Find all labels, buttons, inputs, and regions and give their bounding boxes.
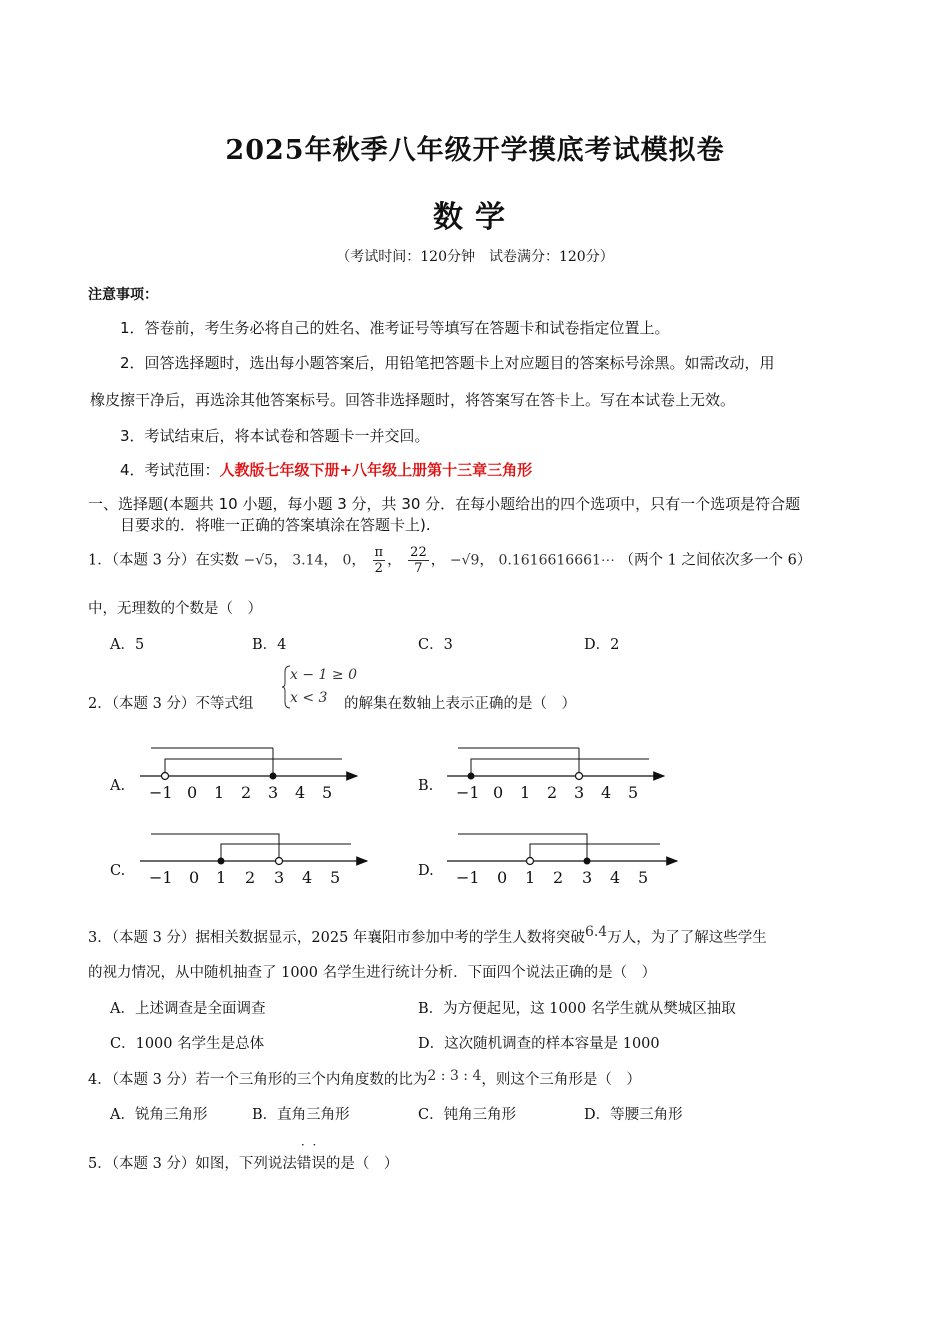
q4-option-a: A．锐角三角形	[110, 1107, 208, 1123]
notice-item-2a: 2．回答选择题时，选出每小题答案后，用铅笔把答题卡上对应题目的答案标号涂黑。如需改动，用	[120, 354, 775, 372]
q1-neg-sqrt5: −√5	[243, 552, 274, 569]
q4-option-d: D．等腰三角形	[584, 1107, 683, 1123]
q4-suffix: ，则这个三角形是（ ）	[481, 1072, 641, 1088]
q3-option-b: B．为方便起见，这 1000 名学生就从樊城区抽取	[418, 1001, 736, 1017]
q4-ratio: 2 : 3 : 4	[427, 1068, 482, 1084]
tick-label: 1	[216, 868, 227, 887]
tick-label: 2	[241, 783, 252, 802]
q1-option-d: D．2	[584, 637, 620, 653]
tick-label: −1	[149, 868, 173, 887]
tick-label: 3	[574, 783, 585, 802]
tick-label: 5	[322, 783, 333, 802]
q5-suffix: 的是（ ）	[325, 1156, 399, 1172]
open-dot	[527, 858, 534, 865]
q4-option-c: C．钝角三角形	[418, 1107, 517, 1123]
closed-dot	[584, 858, 591, 865]
q3-text-b: 万人，为了了解这些学生	[607, 930, 767, 946]
tick-label: 4	[601, 783, 612, 802]
tick-label: 1	[214, 783, 225, 802]
tick-label: 0	[189, 868, 200, 887]
question-4	[88, 1068, 641, 1089]
q2-ineq-2: x < 3	[290, 690, 328, 706]
exam-scope: 人教版七年级下册+八年级上册第十三章三角形	[219, 461, 533, 479]
open-dot	[576, 773, 583, 780]
tick-label: 4	[295, 783, 306, 802]
question-1: 1．（本题 3 分）在实数 −√5， 3.14， 0， $\frac{\pi}{2}$ ， $\frac{22}{7}$ ， −√9， 0.1616616661⋯ （两个 1 之间依次多一个 6）	[88, 545, 812, 576]
question-3-line-1	[88, 926, 767, 947]
q2-option-a: A.	[110, 778, 126, 794]
q1-option-c: C．3	[418, 637, 453, 653]
q2-ineq-1: x − 1 ≥ 0	[290, 667, 357, 683]
notice-heading: 注意事项：	[88, 287, 158, 303]
tick-label: 4	[302, 868, 313, 887]
q3-number: 6.4	[584, 924, 608, 940]
q1-prefix: 1．（本题 3 分）在实数	[88, 552, 239, 569]
q1-neg-sqrt9: −√9	[449, 552, 480, 569]
tick-label: 5	[628, 783, 639, 802]
q3-option-d: D．这次随机调查的样本容量是 1000	[418, 1036, 660, 1052]
tick-label: 3	[268, 783, 279, 802]
q3-text-a: 3．（本题 3 分）据相关数据显示，2025 年襄阳市参加中考的学生人数将突破	[88, 930, 585, 946]
tick-label: 3	[582, 868, 593, 887]
q2-option-d: D.	[418, 863, 434, 879]
question-3-line-2: 的视力情况，从中随机抽查了 1000 名学生进行统计分析．下面四个说法正确的是（ ）	[88, 965, 657, 981]
tick-label: 1	[525, 868, 536, 887]
tick-labels-d	[456, 868, 648, 887]
q2-prefix: 2．（本题 3 分）不等式组	[88, 696, 254, 712]
exam-info: （考试时间：120分钟 试卷满分：120分）	[336, 249, 614, 265]
open-dot	[276, 858, 283, 865]
number-line-a	[140, 748, 357, 802]
q3-option-c: C．1000 名学生是总体	[110, 1036, 265, 1052]
tick-label: 1	[520, 783, 531, 802]
tick-labels-c	[149, 868, 340, 887]
question-5	[88, 1152, 398, 1173]
closed-dot	[218, 858, 225, 865]
q1-decimal: 0.1616616661⋯	[498, 552, 615, 569]
number-line-d	[447, 834, 677, 887]
subject-title: 数学	[433, 200, 517, 235]
tick-labels-b	[456, 783, 638, 802]
tick-label: 0	[493, 783, 504, 802]
section-1-line-2: 目要求的．将唯一正确的答案填涂在答题卡上).	[120, 516, 431, 534]
closed-dot	[270, 773, 277, 780]
q1-pi-over-2: $\frac{\pi}{2}$	[374, 545, 384, 576]
tick-label: 0	[497, 868, 508, 887]
section-1-line-1: 一、选择题(本题共 10 小题，每小题 3 分，共 30 分．在每小题给出的四个选项中，只有一个选项是符合题	[88, 495, 801, 513]
q2-option-b: B.	[418, 778, 434, 794]
q3-option-a: A．上述调查是全面调查	[110, 1001, 266, 1017]
tick-label: 3	[274, 868, 285, 887]
q1-note: （两个 1 之间依次多一个 6）	[619, 552, 812, 569]
q1-option-a: A．5	[110, 637, 145, 653]
tick-label: 4	[610, 868, 621, 887]
tick-label: −1	[149, 783, 173, 802]
notice-item-3: 3．考试结束后，将本试卷和答题卡一并交回。	[120, 427, 430, 445]
notice-item-1: 1．答卷前，考生务必将自己的姓名、准考证号等填写在答题卡和试卷指定位置上。	[120, 319, 670, 337]
closed-dot	[468, 773, 475, 780]
tick-label: 5	[638, 868, 649, 887]
tick-label: −1	[456, 868, 480, 887]
tick-label: 0	[187, 783, 198, 802]
tick-label: 2	[245, 868, 256, 887]
tick-label: 2	[553, 868, 564, 887]
tick-label: 5	[330, 868, 341, 887]
number-line-b	[447, 748, 664, 802]
q5-prefix: 5．（本题 3 分）如图，下列说法	[88, 1156, 297, 1172]
number-line-c	[140, 834, 367, 887]
q4-option-b: B．直角三角形	[252, 1107, 350, 1123]
q1-22-over-7: $\frac{22}{7}$	[410, 545, 427, 576]
notice-item-4-label: 4．考试范围：	[120, 461, 220, 479]
q2-suffix: 的解集在数轴上表示正确的是（ ）	[344, 696, 576, 712]
tick-label: 2	[547, 783, 558, 802]
q1-continuation: 中，无理数的个数是（ ）	[88, 601, 262, 617]
open-dot	[162, 773, 169, 780]
q1-zero: 0	[342, 552, 352, 569]
notice-item-2b: 橡皮擦干净后，再选涂其他答案标号。回答非选择题时，将答案写在答卡上。写在本试卷上无效。	[90, 391, 736, 409]
q1-3-14: 3.14	[292, 552, 324, 569]
tick-labels-a	[149, 783, 332, 802]
tick-label: −1	[456, 783, 480, 802]
q5-emphasis: · · 错误	[297, 1152, 326, 1173]
paper-title: 2025年秋季八年级开学摸底考试模拟卷	[225, 135, 725, 166]
q1-option-b: B．4	[252, 637, 287, 653]
q2-option-c: C.	[110, 863, 126, 879]
q4-prefix: 4．（本题 3 分）若一个三角形的三个内角度数的比为	[88, 1072, 428, 1088]
